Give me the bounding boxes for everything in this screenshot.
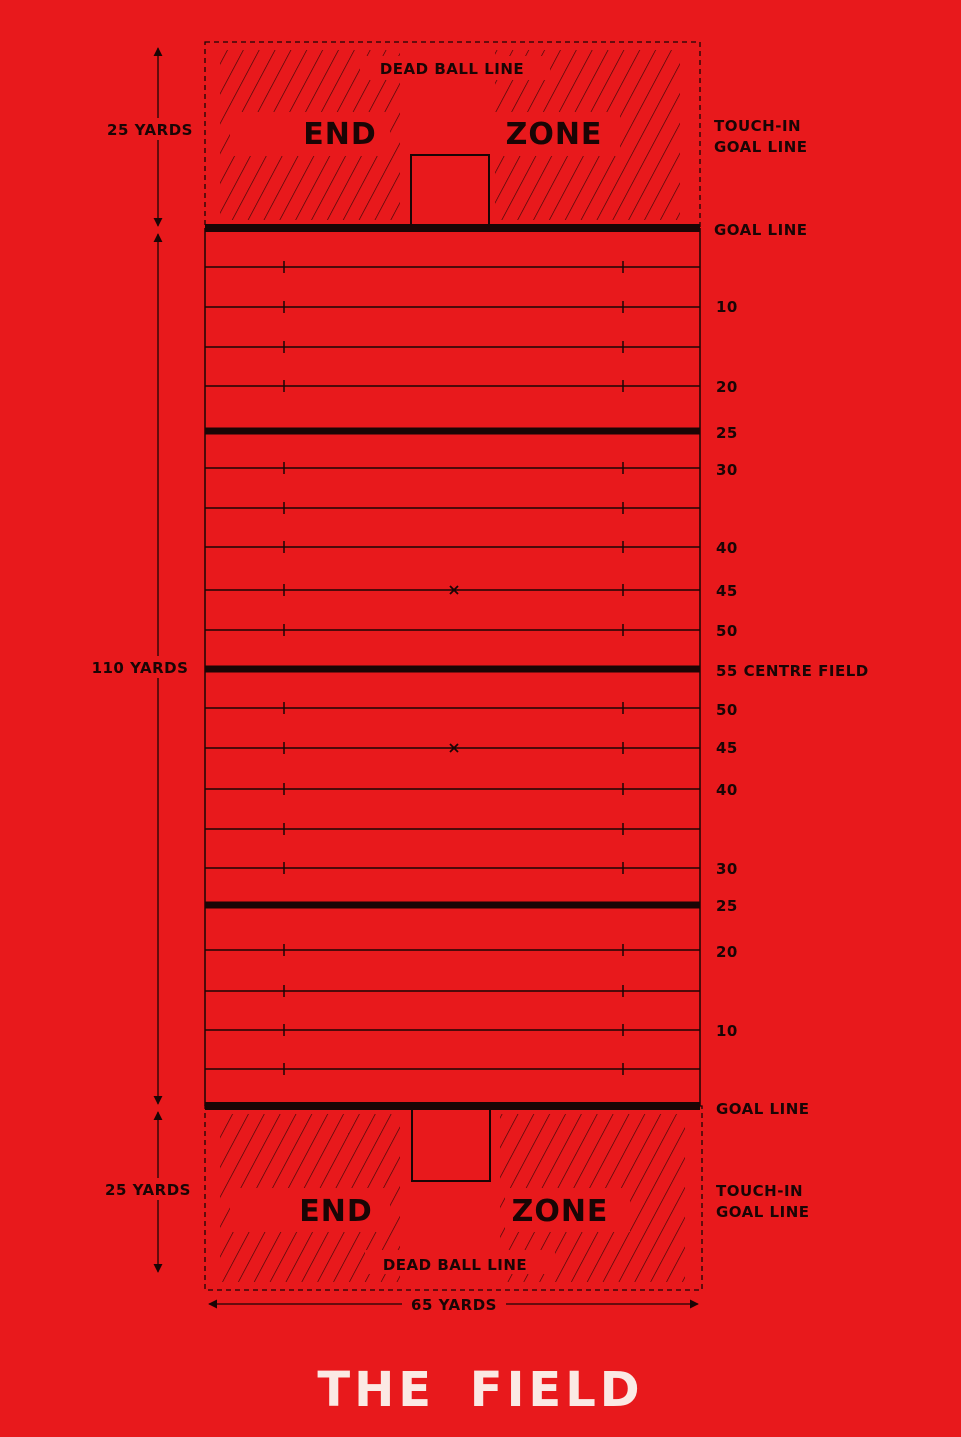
touch-in-top-label-2: GOAL LINE	[714, 138, 808, 156]
touch-in-top-label-1: TOUCH-IN	[714, 117, 802, 135]
yards-65-label: 65 YARDS	[411, 1296, 497, 1314]
yard-marker-label: 10	[716, 1022, 738, 1040]
end-label-bottom: END	[299, 1194, 373, 1229]
dead-ball-line-top-label: DEAD BALL LINE	[379, 60, 525, 78]
yard-lines	[205, 228, 700, 1106]
yard-marker-label: 25	[716, 897, 738, 915]
yard-marker-label: 45	[716, 582, 738, 600]
goal-posts-top	[411, 155, 489, 228]
yards-110-label: 110 YARDS	[91, 659, 189, 677]
yard-marker-label: 10	[716, 298, 738, 316]
yard-marker-label: 50	[716, 622, 738, 640]
end-label-top: END	[303, 117, 377, 152]
yard-marker-label: 50	[716, 701, 738, 719]
yards-25-top-label: 25 YARDS	[107, 121, 193, 139]
yard-marker-label: 30	[716, 461, 738, 479]
page-title: THE FIELD	[317, 1362, 644, 1418]
yard-marker-label: 20	[716, 378, 738, 396]
yard-marker-label: 40	[716, 539, 738, 557]
zone-label-top: ZONE	[505, 117, 603, 152]
yard-marker-label: 20	[716, 943, 738, 961]
dead-ball-line-bottom-label: DEAD BALL LINE	[382, 1256, 528, 1274]
yard-marker-label: 40	[716, 781, 738, 799]
yard-marker-label: 25	[716, 424, 738, 442]
zone-label-bottom: ZONE	[511, 1194, 609, 1229]
yard-marker-label: 45	[716, 739, 738, 757]
goal-line-top-label: GOAL LINE	[714, 221, 808, 239]
centre-field-label: 55 CENTRE FIELD	[716, 662, 869, 680]
yard-marker-label: 30	[716, 860, 738, 878]
goal-line-bottom-label: GOAL LINE	[716, 1100, 810, 1118]
touch-in-bottom-label-1: TOUCH-IN	[716, 1182, 804, 1200]
touch-in-bottom-label-2: GOAL LINE	[716, 1203, 810, 1221]
yards-25-bottom-label: 25 YARDS	[105, 1181, 191, 1199]
goal-posts-bottom	[412, 1106, 490, 1181]
